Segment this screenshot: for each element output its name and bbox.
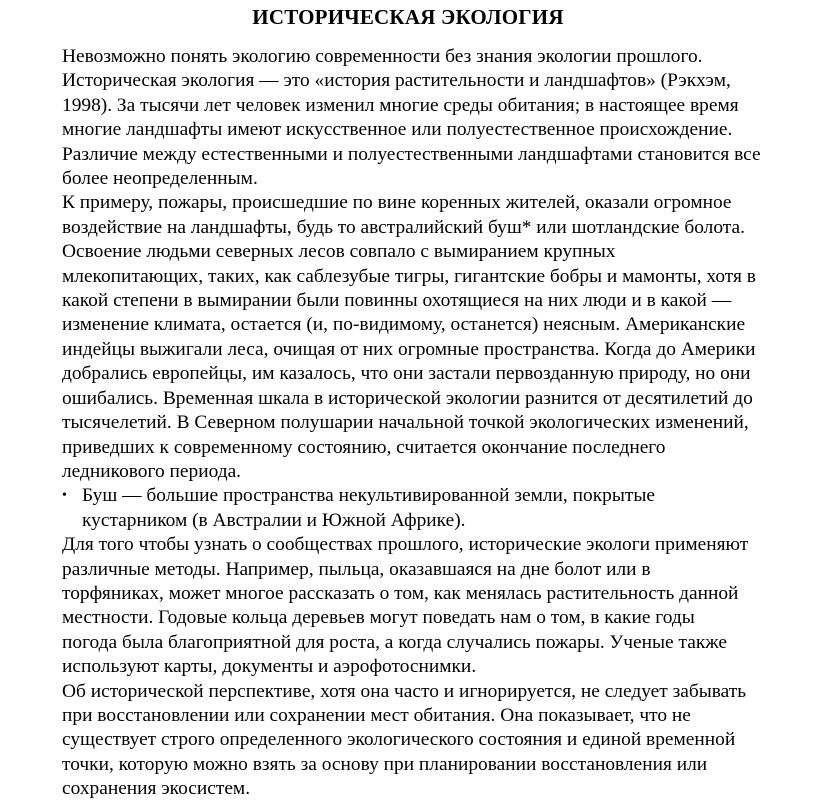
text-line: точки, которую можно взять за основу при планировании восстановления или: [62, 753, 708, 775]
text-line: Освоение людьми северных лесов совпало с вымиранием крупных: [62, 241, 616, 263]
bullet-icon: •: [62, 488, 67, 504]
text-line: более неопределенным.: [62, 168, 258, 190]
text-line: индейцы выжигали леса, очищая от них огромные пространства. Когда до Америки: [62, 338, 756, 360]
footnote-text: Буш — большие пространства некультивированной земли, покрытые: [82, 485, 655, 507]
text-line: существует строго определенного экологического состояния и единой временной: [62, 729, 736, 751]
text-line: воздействие на ландшафты, будь то австралийский буш* или шотландские болота.: [62, 216, 745, 238]
text-line: добрались европейцы, им казалось, что они застали первозданную природу, но они: [62, 363, 751, 385]
text-line: К примеру, пожары, происшедшие по вине коренных жителей, оказали огромное: [62, 192, 732, 214]
text-line: Историческая экология — это «история растительности и ландшафтов» (Рэкхэм,: [62, 70, 731, 92]
text-line: сохранения экосистем.: [62, 778, 251, 800]
document-body: [62, 45, 816, 802]
page-title: ИСТОРИЧЕСКАЯ ЭКОЛОГИЯ: [252, 5, 564, 29]
text-line: млекопитающих, таких, как саблезубые тигры, гигантские бобры и мамонты, хотя в: [62, 265, 756, 287]
text-line: изменение климата, остается (и, по-видимому, останется) неясным. Американские: [62, 314, 746, 336]
text-line: какой степени в вымирании были повинны охотящиеся на них люди и в какой —: [62, 290, 732, 312]
text-line: многие ландшафты имеют искусственное или полуестественное происхождение.: [62, 119, 733, 141]
text-line: торфяниках, может многое рассказать о том, как менялась растительность данной: [62, 582, 739, 604]
text-line: Для того чтобы узнать о сообществах прошлого, исторические экологи применяют: [62, 534, 749, 556]
text-line: 1998). За тысячи лет человек изменил многие среды обитания; в настоящее время: [62, 94, 739, 116]
text-line: различные методы. Например, пыльца, оказавшаяся на дне болот или в: [62, 558, 651, 580]
text-line: ледникового периода.: [62, 460, 242, 482]
text-line: используют карты, документы и аэрофотоснимки.: [62, 656, 477, 678]
text-line: приведших к современному состоянию, считается окончание последнего: [62, 436, 666, 458]
text-line: при восстановлении или сохранении мест обитания. Она показывает, что не: [62, 704, 691, 726]
text-line: ошибались. Временная шкала в исторической экологии разнится от десятилетий до: [62, 387, 753, 409]
text-line: местности. Годовые кольца деревьев могут поведать нам о том, в какие годы: [62, 607, 695, 629]
text-line: тысячелетий. В Северном полушарии начальной точкой экологических изменений,: [62, 412, 749, 434]
footnote-bullet-item: [62, 484, 816, 508]
footnote-text-continued: кустарником (в Австралии и Южной Африке).: [82, 509, 466, 531]
text-line: Об исторической перспективе, хотя она часто и игнорируется, не следует забывать: [62, 680, 747, 702]
text-line: погода была благоприятной для роста, а когда случались пожары. Ученые также: [62, 631, 727, 653]
text-line: Различие между естественными и полуестественными ландшафтами становится все: [62, 143, 761, 165]
text-line: Невозможно понять экологию современности без знания экологии прошлого.: [62, 46, 703, 67]
